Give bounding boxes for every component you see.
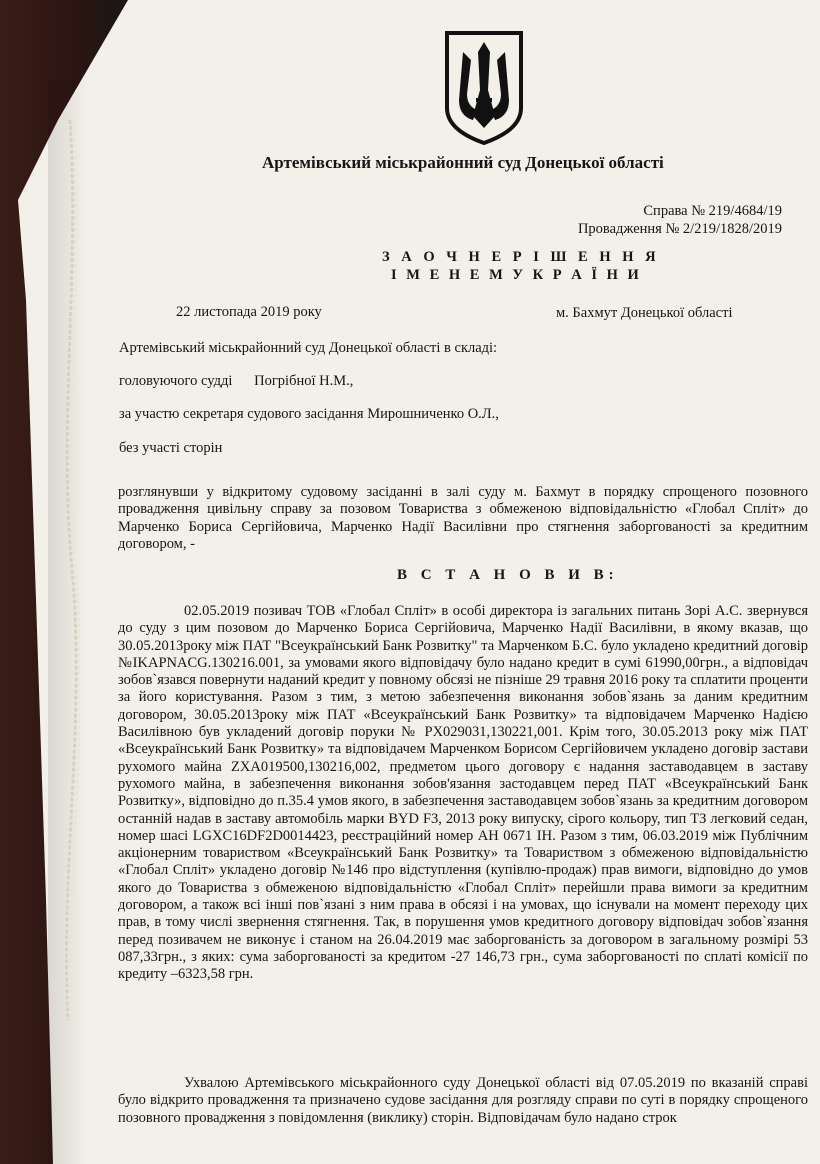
body-paragraph-1 [118,603,808,984]
coat-of-arms-icon [443,30,525,146]
decision-date: 22 листопада 2019 року [176,304,322,320]
body-paragraph-1-text: 02.05.2019 позивач ТОВ «Глобал Спліт» в особі директора із загальних питань Зорі А.С. звернувся до суду з цим позовом до Марченко Бориса Сергійовича, Марченко Надії Василівни, в якому вказав, що 30.05.2013року між ПАТ "Всеукраїнський Банк Розвитку" та Марченком Б.С. було укладено кредитний договір №IKAPNACG.130216.001, за умовами якого відповідачу було надано кредит в сумі 61990,00грн., а відповідач зобов`язався повернути наданий кредит у повному обсязі не пізніше 29 травня 2016 року та сплатити проценти за його користування. Разом з тим, з метою забезпечення виконання зобов`язань за даним кредитним договором, 30.05.2013року між ПАТ «Всеукраїнський Банк Розвитку» та відповідачем Марченко Надією Василівною був укладений договір поруки № PX029031,130221,001. Крім того, 30.05.2013 року між ПАТ «Всеукраїнський Банк Розвитку» та відповідачем Марченком Борисом Сергійовичем укладено договір застави рухомого майна ZXA019500,130216,002, предметом цього договору є надання заставодавцем в заставу рухомого майна, в забезпечення виконання зобов'язання застодавцем перед ПАТ «Всеукраїнський Банк Розвитку», відповідно до п.35.4 умов якого, в забезпечення заставодавцем зобов`язань за кредитним договором останній надав в заставу автомобіль марки BYD F3, 2013 року випуску, сірого кольору, тип ТЗ легковий седан, номер шасі LGXC16DF2D0014423, реєстраційний номер АН 0671 IН. Разом з тим, 06.03.2019 між Публічним акціонерним товариством «Всеукраїнський Банк Розвитку» та Товариством з обмеженою відповідальністю «Глобал Спліт» укладено договір №146 про відступлення (купівлю-продаж) прав вимоги, відповідно до умов якого до Товариства з обмеженою відповідальністю «Глобал Спліт» перейшли права вимоги за кредитним договором, а також всі інші пов`язані з ним права в обсязі і на умовах, що існували на момент переходу цих прав, в тому числі звернення стягнення. Так, в порушення умов кредитного договору відповідач зобов`язання перед позивачем не виконує і станом на 26.04.2019 має заборгованість за договором в загальному розмірі 53 087,33грн., з яких: сума заборгованості за кредитом -27 146,73 грн., сума заборгованості по сплаті комісії по кредиту –6323,58 грн. [118,603,808,983]
intro-paragraph: розглянувши у відкритому судовому засіданні в залі суду м. Бахмут в порядку спрощеного позовного провадження цивільну справу за позовом Товариства з обмеженою відповідальністю «Глобал Спліт» до Марченко Бориса Сергійовича, Марченко Надії Василівни про стягнення заборгованості за кредитним договором, - [118,484,808,552]
secretary-line: за участю секретаря судового засідання Мирошниченко О.Л., [119,406,499,422]
decision-subtitle: І М Е Н Е М У К Р А Ї Н И [391,267,642,283]
body-paragraph-2 [118,1075,808,1127]
decision-title: З А О Ч Н Е Р І Ш Е Н Н Я [382,249,660,265]
decision-place: м. Бахмут Донецької області [556,305,733,321]
proceeding-number: Провадження № 2/219/1828/2019 [577,221,782,237]
court-header: Артемівський міськрайонний суд Донецької області [262,153,664,172]
section-heading: В С Т А Н О В И В: [397,567,619,583]
judge-line: головуючого судді Погрібної Н.М., [119,373,354,389]
parties-line: без участі сторін [119,440,223,456]
body-paragraph-2-text: Ухвалою Артемівського міськрайонного суду Донецької області від 07.05.2019 по вказаній справі було відкрито провадження та призначено судове засідання для розгляду справи по суті в порядку спрощеного позовного провадження з повідомлення (виклику) сторін. Відповідачам було надано строк [118,1075,808,1126]
case-number: Справа № 219/4684/19 [643,203,782,219]
binding-thread [50,120,80,1020]
court-composition-line: Артемівський міськрайонний суд Донецької області в складі: [119,340,498,356]
